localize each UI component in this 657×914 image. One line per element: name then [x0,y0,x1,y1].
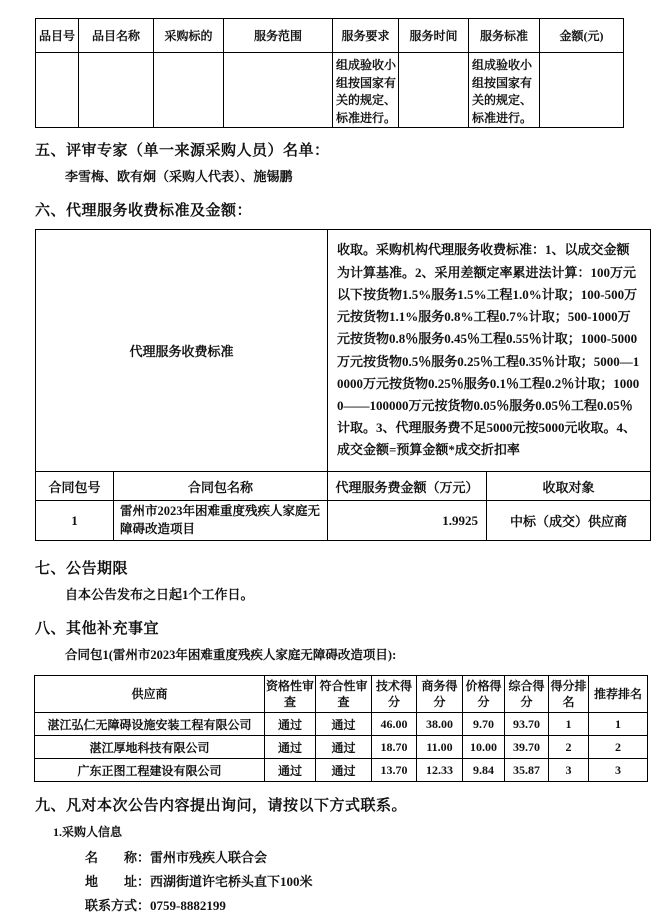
agency-fee-table [35,229,651,541]
fee-table-header-row [36,472,651,501]
col-header-item-name: 品目名称 [79,19,154,53]
cell-fee-amount: 1.9925 [328,501,487,541]
score-table-row [35,736,648,759]
cell-conformity: 通过 [316,759,372,782]
cell-score-rank: 3 [549,759,589,782]
supplier-score-table [34,675,648,782]
purchaser-address-value: 西湖街道许宅桥头直下100米 [150,874,313,889]
cell-score-rank: 1 [549,713,589,736]
fee-table-data-row [36,501,651,541]
cell-service-standard: 组成验收小组按国家有关的规定、标准进行。 [469,53,540,128]
package1-note: 合同包1(雷州市2023年困难重度残疾人家庭无障碍改造项目): [65,648,397,662]
expert-names: 李雪梅、欧有炯（采购人代表）、施锡鹏 [65,169,293,184]
cell-total-score: 35.87 [505,759,549,782]
cell-qualification: 通过 [265,759,316,782]
col-header-service-scope: 服务范围 [224,19,333,53]
purchaser-contact-line [85,897,657,914]
col-header-package-no: 合同包号 [36,472,114,501]
cell-score-rank: 2 [549,736,589,759]
cell-recommend-rank: 2 [589,736,648,759]
col-header-procurement-target: 采购标的 [154,19,224,53]
purchaser-address-label: 地 址： [85,874,151,889]
fee-standard-text: 收取。采购机构代理服务收费标准：1、以成交金额为计算基准。2、采用差额定率累进法计算：100万元以下按货物1.5%服务1.5%工程1.0%计取；100-500万元按货物1.1%服务0.8%工程0.7%计取；500-1000万元按货物0.8％服务0.45％工程0.55％计取；1000-5000万元按货物0.5％服务0.25％工程0.35％计取；5000—10000万元按货物0.25％服务0.1％工程0.2％计取；10000——100000万元按货物0.05％服务0.05％工程0.05％计取。3、代理服务费不足5000元按5000元收取。4、成交金额=预算金额*成交折扣率 [328,230,651,472]
col-header-total-score: 综合得分 [505,676,549,713]
cell-supplier-name: 广东正图工程建设有限公司 [35,759,265,782]
cell-technical-score: 13.70 [372,759,417,782]
cell-service-scope [224,53,333,128]
cell-price-score: 9.84 [463,759,505,782]
section7-title: 七、公告期限 [35,561,129,577]
cell-business-score: 11.00 [417,736,463,759]
cell-package-no: 1 [36,501,114,541]
cell-amount [540,53,624,128]
col-header-conformity-review: 符合性审查 [316,676,372,713]
service-items-table [35,18,624,128]
cell-service-requirement: 组成验收小组按国家有关的规定、标准进行。 [333,53,399,128]
cell-price-score: 9.70 [463,713,505,736]
service-items-header-row [36,19,624,53]
cell-business-score: 38.00 [417,713,463,736]
col-header-package-name: 合同包名称 [114,472,328,501]
cell-service-time [399,53,469,128]
purchaser-name-line [85,849,657,866]
col-header-fee-amount: 代理服务费金额（万元） [328,472,487,501]
cell-qualification: 通过 [265,736,316,759]
cell-supplier-name: 湛江厚地科技有限公司 [35,736,265,759]
cell-item-name [79,53,154,128]
col-header-service-standard: 服务标准 [469,19,540,53]
purchaser-name-value: 雷州市残疾人联合会 [150,850,268,865]
col-header-amount: 金额(元) [540,19,624,53]
cell-technical-score: 46.00 [372,713,417,736]
cell-conformity: 通过 [316,736,372,759]
col-header-technical-score: 技术得分 [372,676,417,713]
purchaser-name-label: 名 称： [85,850,151,865]
col-header-supplier: 供应商 [35,676,265,713]
cell-conformity: 通过 [316,713,372,736]
score-table-header-row [35,676,648,713]
section8-title: 八、其他补充事宜 [35,621,160,637]
cell-package-name: 雷州市2023年困难重度残疾人家庭无障碍改造项目 [114,501,328,541]
col-header-qualification-review: 资格性审查 [265,676,316,713]
col-header-score-rank: 得分排名 [549,676,589,713]
service-items-data-row [36,53,624,128]
col-header-service-requirement: 服务要求 [333,19,399,53]
section9-title: 九、凡对本次公告内容提出询问，请按以下方式联系。 [35,798,408,814]
section6-title: 六、代理服务收费标准及金额： [35,203,253,219]
cell-total-score: 39.70 [505,736,549,759]
purchaser-address-line [85,873,657,890]
cell-recommend-rank: 1 [589,713,648,736]
fee-standard-row [36,230,651,472]
cell-technical-score: 18.70 [372,736,417,759]
cell-supplier-name: 湛江弘仁无障碍设施安装工程有限公司 [35,713,265,736]
col-header-recommend-rank: 推荐排名 [589,676,648,713]
cell-recommend-rank: 3 [589,759,648,782]
col-header-price-score: 价格得分 [463,676,505,713]
score-table-row [35,759,648,782]
col-header-item-no: 品目号 [36,19,79,53]
cell-business-score: 12.33 [417,759,463,782]
col-header-business-score: 商务得分 [417,676,463,713]
cell-qualification: 通过 [265,713,316,736]
cell-procurement-target [154,53,224,128]
cell-item-no [36,53,79,128]
fee-standard-label: 代理服务收费标准 [36,230,328,472]
cell-price-score: 10.00 [463,736,505,759]
section5-title: 五、评审专家（单一来源采购人员）名单： [35,143,330,159]
cell-total-score: 93.70 [505,713,549,736]
announcement-period-text: 自本公告发布之日起1个工作日。 [65,587,254,602]
col-header-charge-target: 收取对象 [487,472,651,501]
purchaser-contact-value: 0759-8882199 [150,898,226,913]
score-table-row [35,713,648,736]
purchaser-contact-label: 联系方式： [85,898,151,913]
purchaser-info-subtitle: 1.采购人信息 [53,825,123,839]
col-header-service-time: 服务时间 [399,19,469,53]
cell-charge-target: 中标（成交）供应商 [487,501,651,541]
